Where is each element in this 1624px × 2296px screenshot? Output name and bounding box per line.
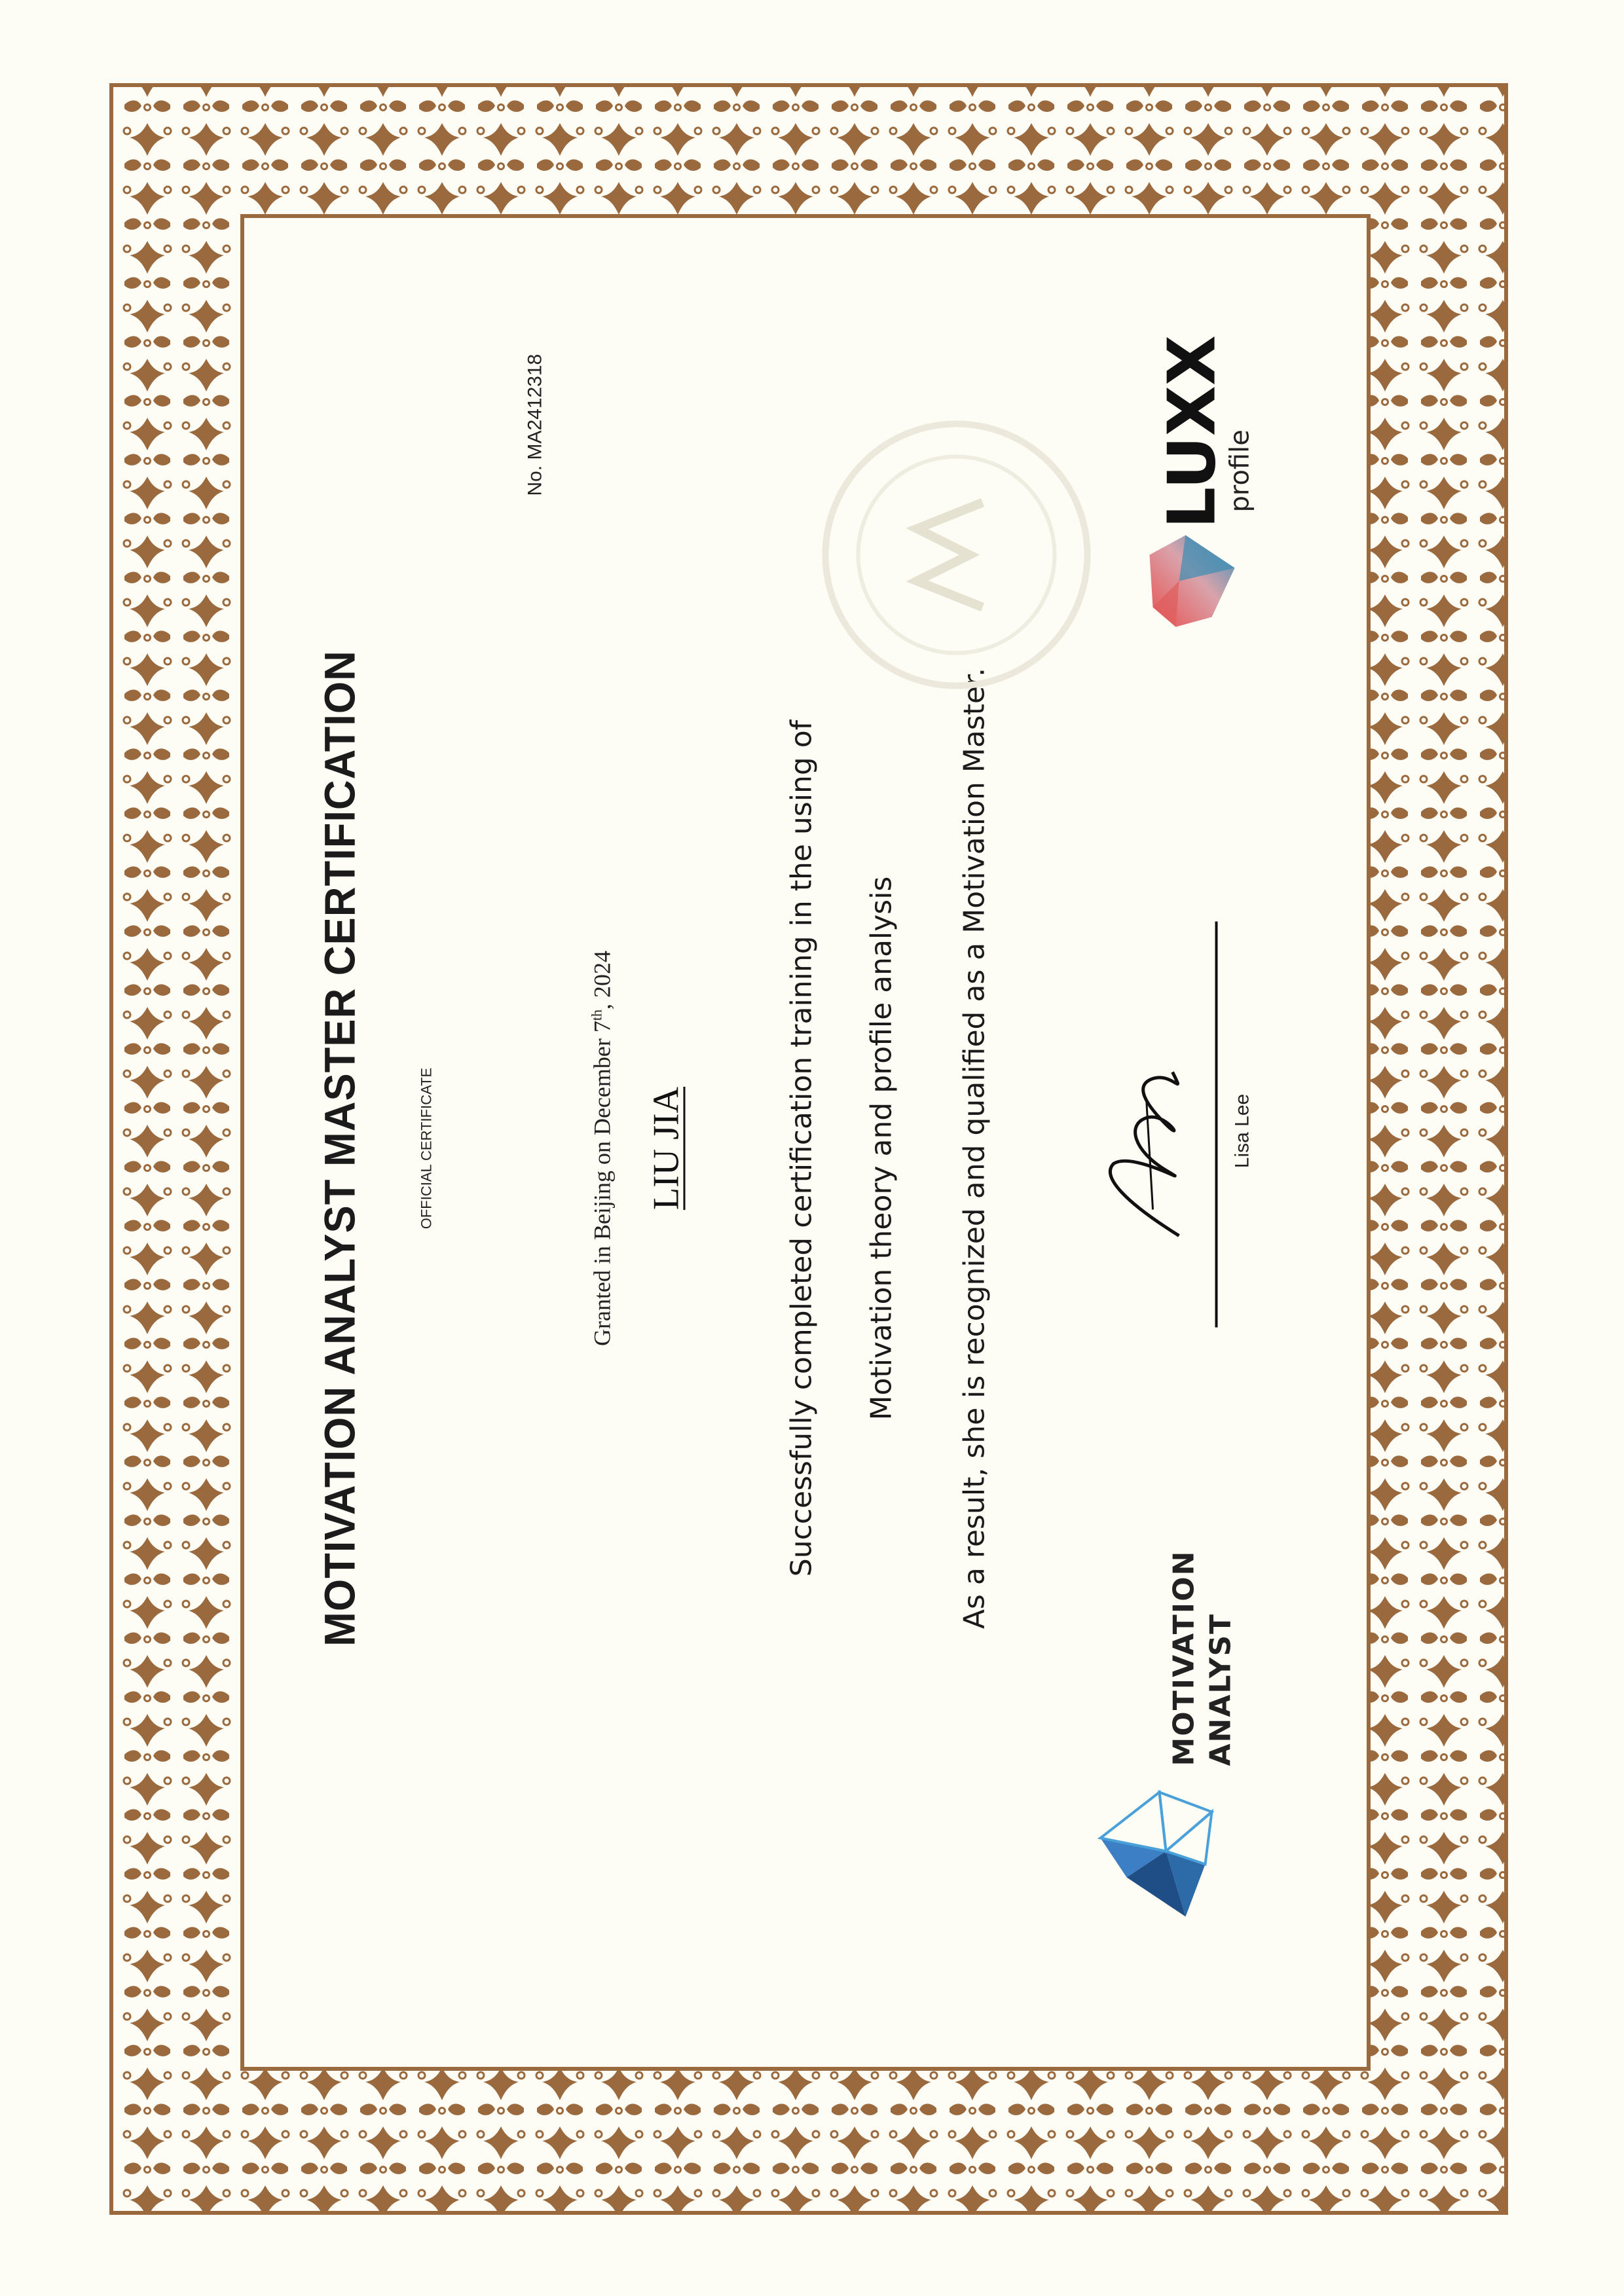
body-line-3: As a result, she is recognized and qualified as a Motivation Master. bbox=[957, 667, 991, 1629]
granted-ordinal: th bbox=[588, 1009, 604, 1021]
luxx-wordmark: LUXX bbox=[1153, 335, 1230, 528]
certificate-subtitle: OFFICIAL CERTIFICATE bbox=[418, 1067, 434, 1229]
body-line-2: Motivation theory and profile analysis bbox=[864, 876, 898, 1420]
logo-line-1: MOTIVATION bbox=[1167, 1550, 1200, 1766]
granted-suffix: , 2024 bbox=[589, 950, 615, 1010]
motivation-analyst-logo-icon bbox=[1087, 1779, 1218, 1923]
body-line-1: Successfully completed certification training in the using of bbox=[784, 720, 818, 1576]
signature-line bbox=[1215, 921, 1217, 1327]
signature-icon bbox=[1087, 1032, 1211, 1248]
recipient-name: LIU JIA bbox=[646, 1086, 686, 1210]
embossed-seal-icon bbox=[812, 410, 1100, 699]
motivation-analyst-wordmark bbox=[1166, 1550, 1239, 1766]
logo-line-2: ANALYST bbox=[1204, 1613, 1237, 1766]
certificate-title: MOTIVATION ANALYST MASTER CERTIFICATION bbox=[315, 649, 363, 1647]
granted-line bbox=[588, 0, 616, 2296]
signer-name: Lisa Lee bbox=[1231, 1093, 1253, 1168]
luxx-subtitle: profile bbox=[1225, 429, 1255, 512]
certificate-number: No. MA2412318 bbox=[524, 354, 545, 496]
granted-prefix: Granted in Beijing on December 7 bbox=[589, 1020, 615, 1346]
luxx-gem-logo-icon bbox=[1139, 528, 1244, 633]
